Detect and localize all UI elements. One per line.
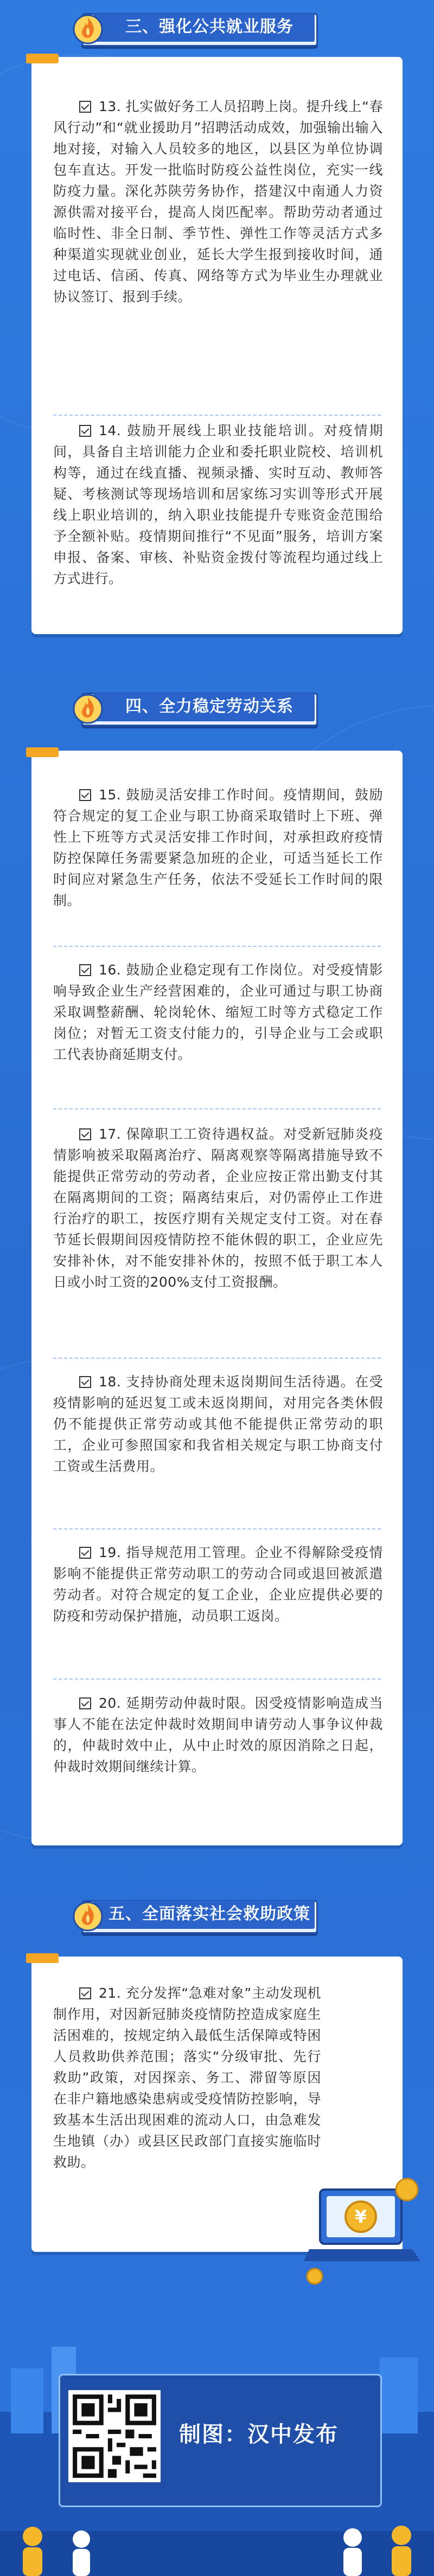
item-divider	[53, 1678, 381, 1680]
section-header	[71, 10, 326, 46]
policy-item	[53, 1983, 321, 2173]
checkbox-icon	[79, 1987, 91, 1999]
section-card	[31, 751, 403, 1845]
corner-ornament-icon	[26, 54, 59, 63]
policy-item	[53, 1124, 383, 1293]
laptop-coin-illustration	[304, 2168, 429, 2293]
policy-item-text: 17. 保障职工工资待遇权益。对受新冠肺炎疫情影响被采取隔离治疗、隔离观察等隔离措施导致不能提供正常劳动的劳动者，企业应按正常出勤支付其在隔离期间的工资；隔离结束后，对仍需停止工作进行治疗的职工，按医疗期有关规定支付工资。对在春节延长假期间因疫情防控不能休假的职工，企业应先安排补休，对不能安排补休的，按照不低于职工本人日或小时工资的200%支付工资报酬。	[53, 1126, 383, 1290]
checkbox-icon	[79, 425, 91, 437]
checkbox-icon	[79, 101, 91, 113]
policy-item	[53, 1371, 383, 1477]
section-title: 四、全力稳定劳动关系	[125, 697, 293, 716]
policy-item-text: 14. 鼓励开展线上职业技能培训。对疫情期间，具备自主培训能力企业和委托职业院校、培训机构等，通过在线直播、视频录播、实时互动、教师答疑、考核测试等现场培训和居家练习实训等形式开展线上职业培训的，纳入职业技能提升专账资金范围给予全额补贴。疫情期间推行“不见面”服务，培训方案申报、备案、审核、补贴资金拨付等流程均通过线上方式进行。	[53, 423, 383, 586]
section-header	[71, 689, 326, 725]
policy-item-text: 15. 鼓励灵活安排工作时间。疫情期间，鼓励符合规定的复工企业与职工协商采取错时上下班、弹性上下班等方式灵活安排工作时间，对承担政府疫情防控保障任务需要紧急加班的企业，可适当延长工作时间应对紧急生产任务，依法不受延长工作时间的限制。	[53, 787, 383, 908]
flame-badge-icon	[71, 10, 105, 46]
checkbox-icon	[79, 789, 91, 801]
corner-ornament-icon	[26, 1953, 59, 1963]
checkbox-icon	[79, 964, 91, 976]
item-divider	[53, 1528, 381, 1529]
section-title: 三、强化公共就业服务	[125, 17, 293, 36]
checkbox-icon	[79, 1547, 91, 1559]
credit-text: 制图：汉中发布	[179, 2422, 339, 2447]
crowd-illustration	[0, 2515, 434, 2576]
policy-item-text: 20. 延期劳动仲裁时限。因受疫情影响造成当事人不能在法定仲裁时效期间申请劳动人事争议仲裁的，仲裁时效中止，从中止时效的原因消除之日起，仲裁时效期间继续计算。	[53, 1695, 383, 1774]
policy-item-text: 13. 扎实做好务工人员招聘上岗。提升线上“春风行动”和“就业援助月”招聘活动成效，加强输出输入地对接，对输入人员较多的地区，以县区为单位协调包车直达。开发一批临时防疫公益性岗位，充实一线防疫力量。深化苏陕劳务协作，搭建汉中南通人力资源供需对接平台，提高人岗匹配率。帮助劳动者通过临时性、非全日制、季节性、弹性工作等灵活方式多种渠道实现就业创业，延长大学生报到接收时间，通过电话、信函、传真、网络等方式为毕业生办理就业协议签订、报到手续。	[53, 99, 383, 305]
policy-item	[53, 1542, 383, 1626]
qr-code-icon[interactable]	[68, 2390, 161, 2482]
item-divider	[53, 1108, 381, 1109]
item-divider	[53, 1358, 381, 1359]
policy-item-text: 21. 充分发挥“急难对象”主动发现机制作用，对因新冠肺炎疫情防控造成家庭生活困难的，按规定纳入最低生活保障或特困人员救助供养范围；落实“分级审批、先行救助”政策，对因探亲、务工、滞留等原因在非户籍地感染患病或受疫情防控影响，导致基本生活出现困难的流动人口，由急难发生地镇（办）或县区民政部门直接实施临时救助。	[53, 1985, 321, 2170]
svg-text:¥: ¥	[354, 2206, 367, 2227]
policy-item	[53, 784, 383, 911]
checkbox-icon	[79, 1697, 91, 1709]
flame-badge-icon	[71, 689, 105, 725]
policy-item-text: 18. 支持协商处理未返岗期间生活待遇。在受疫情影响的延迟复工或未返岗期间，对用完各类休假仍不能提供正常劳动或其他不能提供正常劳动的职工，企业可参照国家和我省相关规定与职工协商支付工资或生活费用。	[53, 1374, 383, 1474]
corner-ornament-icon	[26, 747, 59, 757]
policy-item-text: 16. 鼓励企业稳定现有工作岗位。对受疫情影响导致企业生产经营困难的，企业可通过与职工协商采取调整薪酬、轮岗轮休、缩短工时等方式稳定工作岗位；对暂无工资支付能力的，引导企业与工会或职工代表协商延期支付。	[53, 962, 383, 1062]
section-title: 五、全面落实社会救助政策	[108, 1904, 310, 1923]
checkbox-icon	[79, 1376, 91, 1388]
policy-item	[53, 959, 383, 1065]
policy-item	[53, 420, 383, 589]
checkbox-icon	[79, 1128, 91, 1140]
flame-badge-icon	[71, 1897, 105, 1933]
policy-item	[53, 1693, 383, 1777]
policy-item	[53, 96, 383, 307]
item-divider	[53, 415, 381, 416]
policy-item-text: 19. 指导规范用工管理。企业不得解除受疫情影响不能提供正常劳动职工的劳动合同或退回被派遣劳动者。对符合规定的复工企业，企业应提供必要的防疫和劳动保护措施，动员职工返岗。	[53, 1545, 383, 1624]
section-card	[31, 57, 403, 634]
item-divider	[53, 946, 381, 947]
section-header	[71, 1897, 326, 1933]
